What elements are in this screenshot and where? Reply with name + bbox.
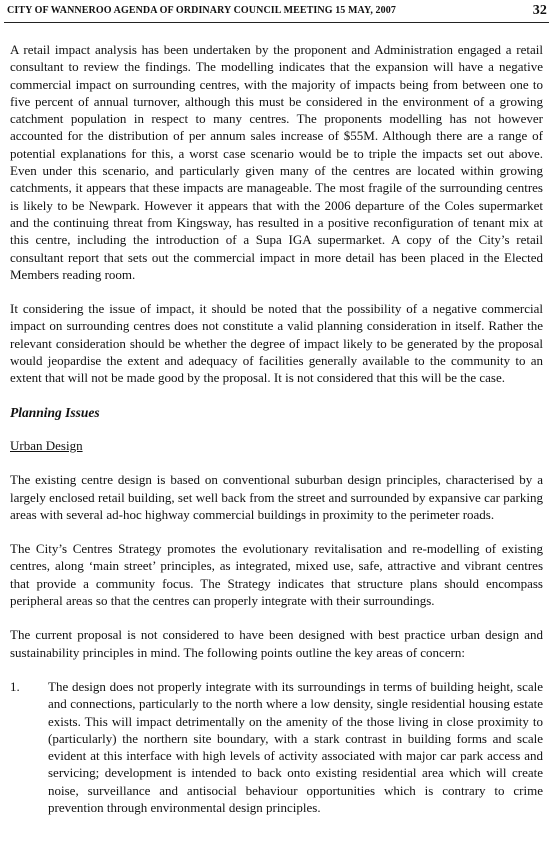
list-item-number: 1.	[10, 678, 20, 694]
page-header	[7, 5, 547, 16]
paragraph-retail-impact: A retail impact analysis has been undertaken by the proponent and Administration engaged a retail consultant to review the findings. The modelling indicates that the expansion will have a negative commercial impact on surrounding centres, with the majority of impacts being from between one to five percent of annual turnover, although this must be considered in the environment of a growing catchment population in respect to many centres. The proponents modelling has not however accounted for the distribution of per annum sales increase of $55M. Although there are a range of potential explanations for this, a worst case scenario would be to triple the impacts set out above. Even under this scenario, and particularly given many of the centres are located within growing catchments, it appears that these impacts are manageable. The most fragile of the surrounding centres is likely to be Newpark. However it appears that with the 2006 departure of the Coles supermarket and the continuing threat from Kingsway, has resulted in a positive reconfiguration of tenant mix at this centre, including the introduction of a Supa IGA supermarket. A copy of the City’s retail consultant report that sets out the commercial impact in more detail has been placed in the Elected Members reading room.	[10, 42, 543, 282]
page-number: 32	[532, 3, 547, 18]
paragraph-current-proposal: The current proposal is not considered to have been designed with best practice urban design and sustainability principles in mind. The following points outline the key areas of concern:	[10, 627, 543, 660]
heading-urban-design: Urban Design	[10, 437, 83, 453]
header-rule	[4, 22, 549, 23]
paragraph-existing-design: The existing centre design is based on conventional suburban design principles, characterised by a largely enclosed retail building, set well back from the street and surrounded by expansive car parking areas with several ad-hoc highway commercial buildings in proximity to the perimeter roads.	[10, 472, 543, 522]
paragraph-centres-strategy: The City’s Centres Strategy promotes the evolutionary revitalisation and re-modelling of existing centres, along ‘main street’ principles, as integrated, mixed use, safe, attractive and vibrant centres that provide a community focus. The Strategy indicates that structure plans should encompass peripheral areas so that the centres can properly integrate with their surroundings.	[10, 541, 543, 609]
list-item	[10, 678, 543, 816]
list-item-text: The design does not properly integrate with its surroundings in terms of building height, scale and connections, particularly to the north where a low density, single residential housing estate exists. This will impact detrimentally on the amenity of the those living in close proximity to (particularly) the northern site boundary, with a stark contrast in building forms and scale evident at this interface with high levels of activity associated with major car park access and servicing; development is intended to back onto existing residential area which will create noise, surveillance and antisocial behaviour opportunities which is contrary to crime prevention through environmental design principles.	[48, 678, 543, 815]
header-title: CITY OF WANNEROO AGENDA OF ORDINARY COUNCIL MEETING 15 MAY, 2007	[7, 5, 396, 16]
document-body	[10, 41, 543, 816]
heading-planning-issues: Planning Issues	[10, 404, 100, 420]
paragraph-impact-consideration: It considering the issue of impact, it should be noted that the possibility of a negative commercial impact on surrounding centres does not constitute a valid planning consideration in itself. Rather the relevant consideration should be whether the degree of impact likely to be generated by the proposal would jeopardise the extent and adequacy of facilities generally available to the community to an extent that will not be made good by the proposal. It is not considered that this will be the case.	[10, 301, 543, 386]
